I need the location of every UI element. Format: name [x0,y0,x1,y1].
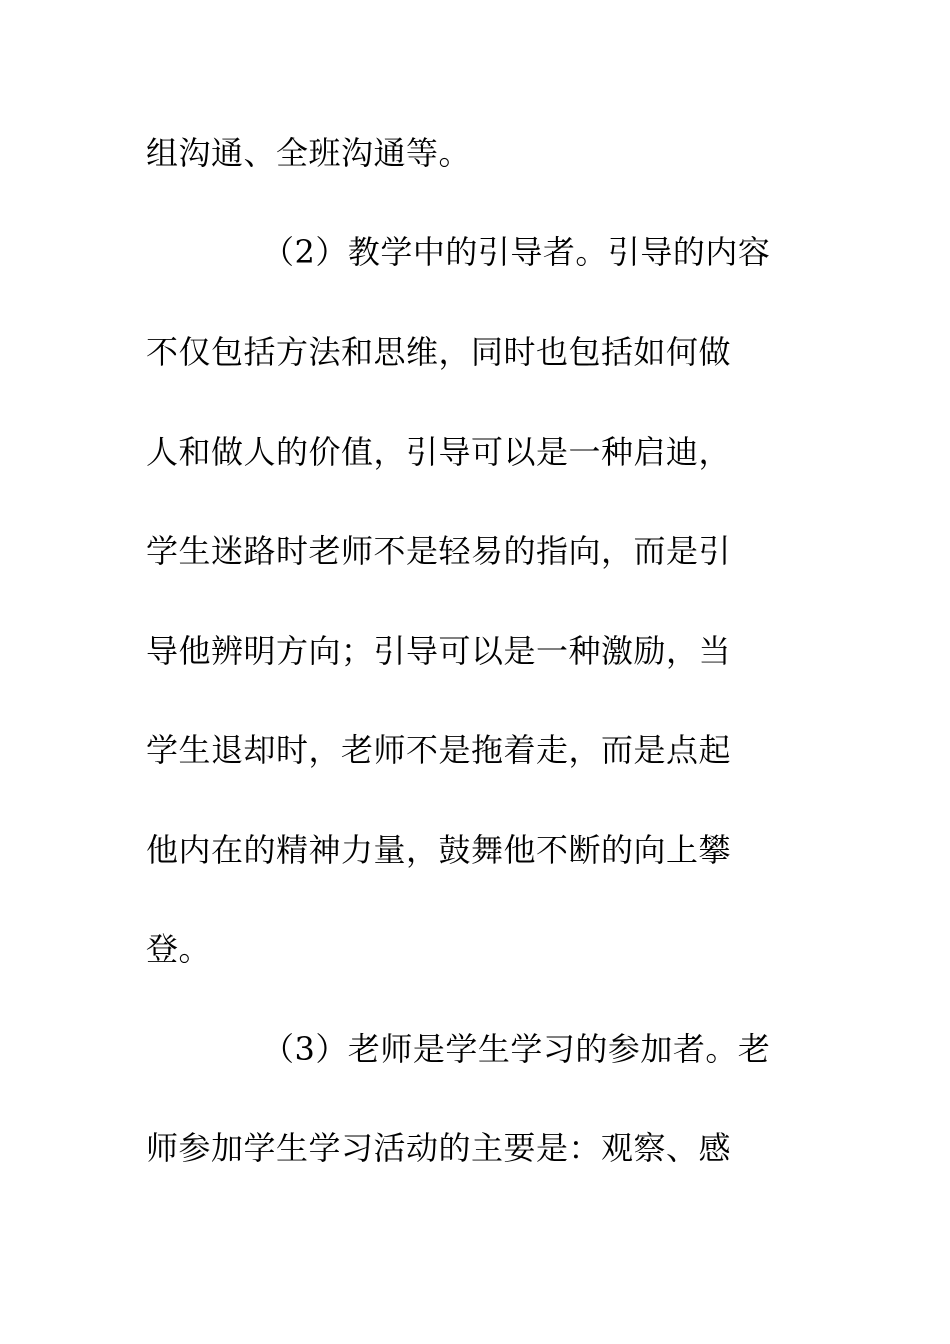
text-line: 他内在的精神力量，鼓舞他不断的向上攀 [146,831,732,869]
text-line: 人和做人的价值，引导可以是一种启迪， [146,433,732,471]
text-line: 组沟通、全班沟通等。 [146,134,472,172]
paragraph-3-first-line: （3）老师是学生学习的参加者。老 [262,1030,771,1068]
text-line: 不仅包括方法和思维，同时也包括如何做 [146,333,732,371]
text-line: 学生退却时，老师不是拖着走，而是点起 [146,731,732,769]
text-line: 登。 [146,930,212,968]
text-line: 师参加学生学习活动的主要是：观察、感 [146,1129,732,1167]
text-line: 导他辨明方向；引导可以是一种激励，当 [146,632,732,670]
paragraph-2-first-line: （2）教学中的引导者。引导的内容 [262,233,771,271]
text-line: 学生迷路时老师不是轻易的指向，而是引 [146,532,732,570]
